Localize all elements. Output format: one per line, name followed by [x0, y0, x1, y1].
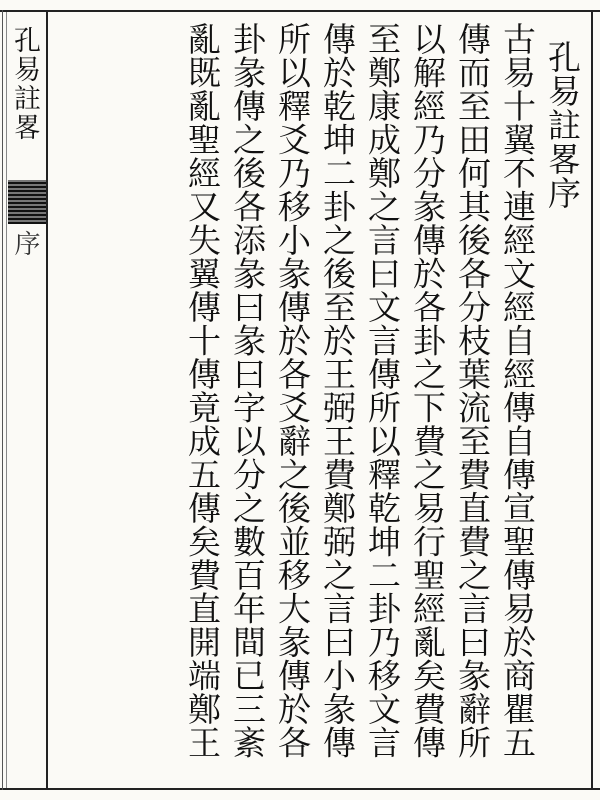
- fishtail-mark: [8, 180, 46, 224]
- spine-border-line: [46, 12, 48, 788]
- frame-bottom-border: [0, 788, 600, 790]
- page-spine: [0, 12, 48, 788]
- vertical-text-block: [60, 22, 585, 780]
- spine-book-title: 孔易註畧: [9, 26, 40, 142]
- preface-title: 孔易註畧序: [543, 40, 582, 210]
- text-column-3: 以解經乃分彖傳於各卦之下費之易行聖經亂矣費傳: [408, 22, 447, 759]
- text-column-4: 至鄭康成鄭之言曰文言傳所以釋乾坤二卦乃移文言: [363, 22, 402, 759]
- frame-right-border: [591, 10, 593, 790]
- text-column-8: 亂既亂聖經又失翼傳十傳竟成五傳矣費直開端鄭王: [183, 22, 222, 759]
- text-column-2: 傳而至田何其後各分枝葉流至費直費之言曰彖辭所: [453, 22, 492, 759]
- text-column-1: 古易十翼不連經文經自經傳自傳宣聖傳易於商瞿五: [498, 22, 537, 759]
- text-column-6: 所以釋爻乃移小彖傳於各爻辭之後並移大彖傳於各: [273, 22, 312, 759]
- text-column-7: 卦彖傳之後各添彖曰彖曰字以分之數百年間已三紊: [228, 22, 267, 759]
- spine-section-label: 序: [10, 230, 40, 256]
- frame-top-border: [0, 10, 600, 12]
- text-column-5: 傳於乾坤二卦之後至於王弼王費鄭弼之言曰小彖傳: [318, 22, 357, 759]
